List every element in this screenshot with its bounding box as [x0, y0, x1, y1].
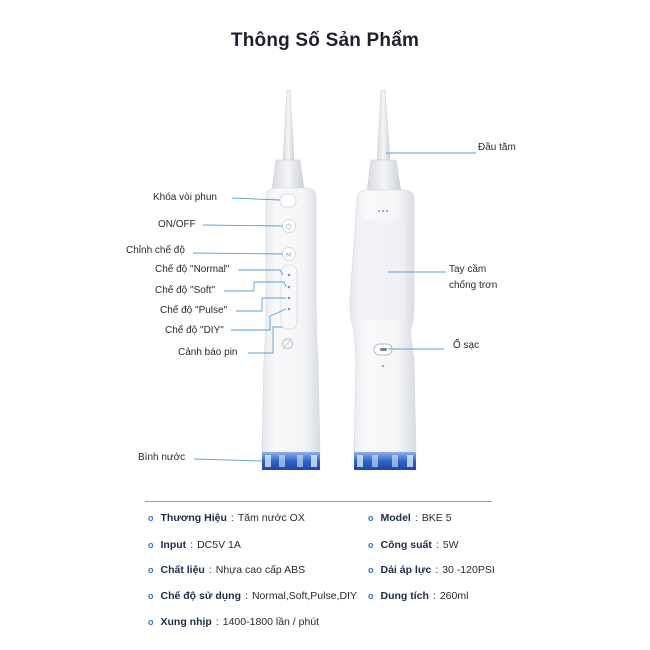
water-tank-back	[354, 452, 416, 470]
spec-value: 1400-1800 lần / phút	[222, 616, 320, 628]
label-nozzle-tip: Đầu tăm	[478, 142, 516, 153]
label-mode-soft: Chế độ "Soft"	[155, 285, 215, 296]
spec-key: Xung nhịp	[160, 616, 212, 628]
label-grip-line2: chống trơn	[449, 280, 498, 291]
spec-key: Dải áp lực	[380, 564, 432, 576]
spec-value: 30 -120PSI	[442, 564, 495, 576]
spec-row: o Thương Hiệu : Tăm nước OX	[148, 512, 305, 524]
spec-row: o Xung nhịp : 1400-1800 lần / phút	[148, 616, 320, 628]
spec-value: 5W	[442, 539, 459, 551]
nozzle-base-front	[272, 160, 304, 190]
bullet-icon: o	[368, 591, 374, 601]
bullet-icon: o	[368, 513, 374, 523]
spec-value: 260ml	[439, 590, 469, 602]
label-battery-warning: Cảnh báo pin	[178, 347, 238, 358]
spec-key: Model	[380, 512, 411, 524]
spec-key: Input	[160, 539, 187, 551]
bullet-icon: o	[148, 513, 154, 523]
spec-row: o Input : DC5V 1A	[148, 539, 241, 551]
led-pulse	[288, 297, 291, 300]
label-charging-port: Ổ sạc	[453, 340, 480, 351]
bullet-icon: o	[368, 565, 374, 575]
label-mode-normal: Chế độ "Normal"	[155, 264, 230, 275]
nozzle-base-back	[367, 160, 401, 192]
spec-row: o Chất liệu : Nhựa cao cấp ABS	[148, 564, 306, 576]
spec-value: Tăm nước OX	[237, 512, 305, 524]
spec-row: o Dải áp lực : 30 -120PSI	[368, 564, 495, 576]
divider	[145, 501, 492, 502]
led-diy	[288, 308, 291, 311]
spec-value: DC5V 1A	[197, 539, 241, 551]
spec-key: Công suất	[380, 539, 432, 551]
label-water-tank: Bình nước	[138, 452, 186, 463]
mode-icon: M	[286, 252, 292, 259]
battery-warning-icon: ∅	[281, 335, 295, 353]
spec-row: o Dung tích : 260ml	[368, 590, 469, 602]
nozzle-tip-back	[377, 90, 390, 160]
led-soft	[288, 286, 291, 289]
bullet-icon: o	[368, 540, 374, 550]
device-front	[262, 90, 320, 470]
bullet-icon: o	[148, 617, 154, 627]
device-back	[350, 90, 416, 470]
spec-value: BKE 5	[421, 512, 452, 524]
bullet-icon: o	[148, 540, 154, 550]
spec-key: Chất liệu	[160, 564, 205, 576]
spec-row: o Công suất : 5W	[368, 539, 459, 551]
bullet-icon: o	[148, 591, 154, 601]
grip-texture	[362, 220, 406, 320]
spec-value: Nhựa cao cấp ABS	[215, 564, 306, 576]
label-mode-diy: Chế độ "DIY"	[165, 325, 224, 336]
nozzle-lock-button	[280, 194, 296, 207]
label-nozzle-lock: Khóa vòi phun	[153, 192, 217, 203]
label-mode-adjust: Chỉnh chế độ	[126, 245, 185, 256]
spec-key: Dung tích	[380, 590, 429, 602]
spec-row: o Model : BKE 5	[368, 512, 452, 524]
page-title: Thông Số Sản Phẩm	[230, 30, 420, 51]
spec-value: Normal,Soft,Pulse,DIY	[251, 590, 357, 602]
nozzle-tip-front	[283, 90, 294, 160]
bullet-icon: o	[148, 565, 154, 575]
power-icon: ⏻	[286, 223, 292, 231]
led-normal	[288, 274, 291, 277]
label-grip-line1: Tay cầm	[449, 264, 487, 275]
spec-row: o Chế độ sử dụng : Normal,Soft,Pulse,DIY	[148, 590, 357, 602]
spec-key: Thương Hiệu	[160, 512, 227, 524]
label-on-off: ON/OFF	[158, 219, 196, 230]
label-mode-pulse: Chế độ "Pulse"	[160, 305, 228, 316]
spec-key: Chế độ sử dụng	[160, 590, 242, 602]
